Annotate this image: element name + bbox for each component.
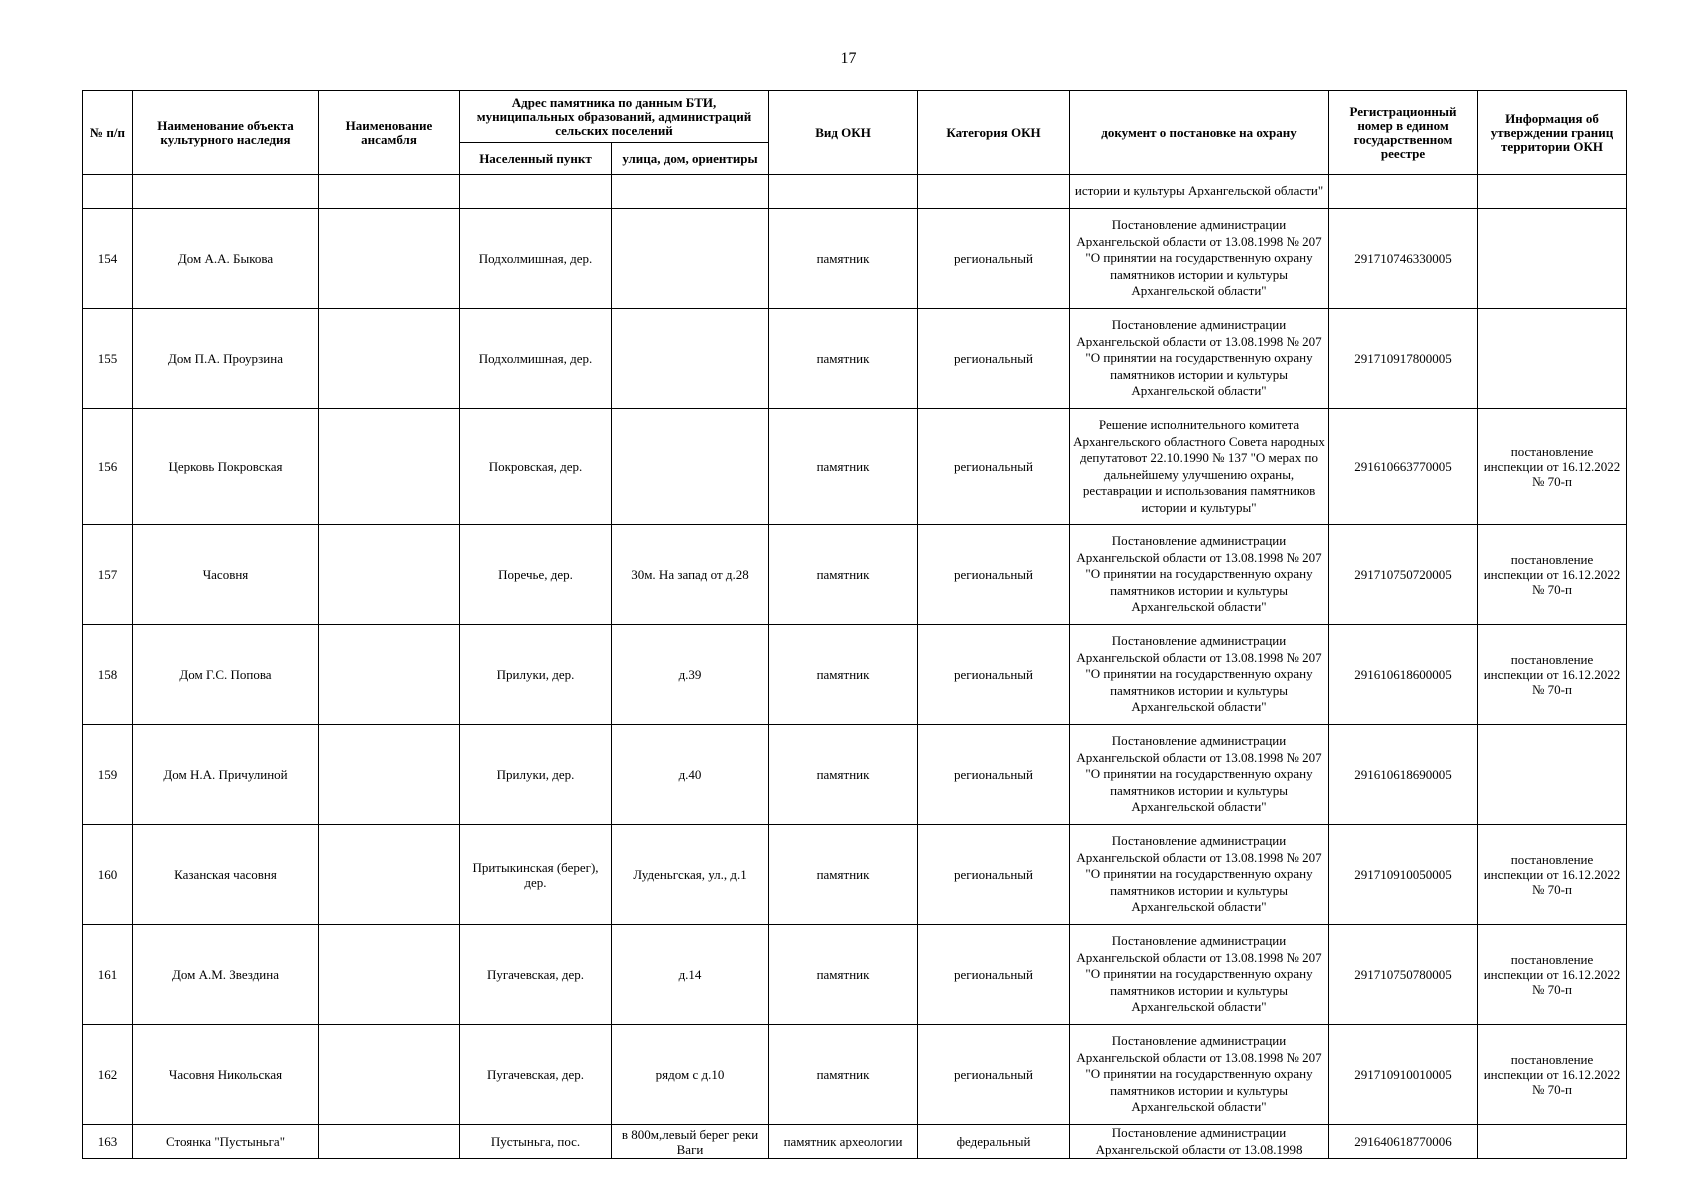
cell-street: д.40	[612, 725, 769, 825]
table-row	[83, 825, 1627, 925]
cell-category: региональный	[918, 925, 1070, 1025]
cell-num: 159	[83, 725, 133, 825]
cell-num: 157	[83, 525, 133, 625]
cell-type: памятник	[769, 209, 918, 309]
cell-num: 154	[83, 209, 133, 309]
cell-document: Постановление администрации Архангельской области от 13.08.1998 № 207 "О принятии на государственную охрану памятников истории и культуры Архангельской области"	[1070, 825, 1329, 925]
cell-type: памятник	[769, 409, 918, 525]
cell-street	[612, 309, 769, 409]
cell-category: региональный	[918, 825, 1070, 925]
table-row	[83, 1125, 1627, 1159]
continuation-row	[83, 175, 1627, 209]
table-body	[83, 175, 1627, 1159]
cell-boundaries: постановление инспекции от 16.12.2022 № 70-п	[1478, 825, 1627, 925]
cell-ensemble	[319, 1025, 460, 1125]
cell-ensemble	[319, 309, 460, 409]
cell-num: 160	[83, 825, 133, 925]
cell-category: региональный	[918, 409, 1070, 525]
cell-boundaries: постановление инспекции от 16.12.2022 № 70-п	[1478, 525, 1627, 625]
cell-ensemble	[319, 209, 460, 309]
cell-boundaries: постановление инспекции от 16.12.2022 № 70-п	[1478, 925, 1627, 1025]
cell-name: Дом Н.А. Причулиной	[133, 725, 319, 825]
cell-type	[769, 175, 918, 209]
table-row	[83, 1025, 1627, 1125]
cell-reg-number: 291710750780005	[1329, 925, 1478, 1025]
header-document: документ о постановке на охрану	[1070, 91, 1329, 175]
cell-reg-number: 291710910050005	[1329, 825, 1478, 925]
cell-settlement: Прилуки, дер.	[460, 725, 612, 825]
header-category: Категория ОКН	[918, 91, 1070, 175]
cell-boundaries	[1478, 725, 1627, 825]
cell-ensemble	[319, 409, 460, 525]
cell-name: Дом А.М. Звездина	[133, 925, 319, 1025]
table-row	[83, 625, 1627, 725]
header-ensemble: Наименование ансамбля	[319, 91, 460, 175]
cell-type: памятник	[769, 525, 918, 625]
cell-name: Церковь Покровская	[133, 409, 319, 525]
cell-name: Дом П.А. Проурзина	[133, 309, 319, 409]
cell-boundaries: постановление инспекции от 16.12.2022 № 70-п	[1478, 409, 1627, 525]
cell-settlement: Покровская, дер.	[460, 409, 612, 525]
cell-settlement: Пустыньга, пос.	[460, 1125, 612, 1159]
cell-street: Луденьгская, ул., д.1	[612, 825, 769, 925]
okn-register-table	[82, 90, 1627, 1159]
page-number: 17	[840, 50, 857, 67]
table-row	[83, 209, 1627, 309]
cell-settlement: Прилуки, дер.	[460, 625, 612, 725]
cell-name: Часовня Никольская	[133, 1025, 319, 1125]
cell-ensemble	[319, 825, 460, 925]
header-street: улица, дом, ориентиры	[612, 143, 769, 175]
table-row	[83, 925, 1627, 1025]
cell-type: памятник	[769, 925, 918, 1025]
cell-boundaries	[1478, 309, 1627, 409]
cell-settlement: Пугачевская, дер.	[460, 1025, 612, 1125]
cell-document: Постановление администрации Архангельской области от 13.08.1998 № 207 "О принятии на государственную охрану памятников истории и культуры Архангельской области"	[1070, 625, 1329, 725]
cell-ensemble	[319, 625, 460, 725]
cell-type: памятник	[769, 725, 918, 825]
cell-num	[83, 175, 133, 209]
cell-ensemble	[319, 525, 460, 625]
header-name: Наименование объекта культурного наследия	[133, 91, 319, 175]
cell-reg-number: 291610663770005	[1329, 409, 1478, 525]
cell-settlement: Притыкинская (берег), дер.	[460, 825, 612, 925]
cell-settlement: Пугачевская, дер.	[460, 925, 612, 1025]
cell-name: Стоянка "Пустыньга"	[133, 1125, 319, 1159]
header-type: Вид ОКН	[769, 91, 918, 175]
cell-boundaries	[1478, 1125, 1627, 1159]
cell-ensemble	[319, 1125, 460, 1159]
table-row	[83, 525, 1627, 625]
header-boundaries: Информация об утверждении границ территории ОКН	[1478, 91, 1627, 175]
cell-document: Постановление администрации Архангельской области от 13.08.1998 № 207 "О принятии на государственную охрану памятников истории и культуры Архангельской области"	[1070, 725, 1329, 825]
header-address-group: Адрес памятника по данным БТИ, муниципальных образований, администраций сельских поселений	[460, 91, 769, 143]
cell-category: региональный	[918, 525, 1070, 625]
cell-street: д.14	[612, 925, 769, 1025]
cell-reg-number: 291710910010005	[1329, 1025, 1478, 1125]
cell-document: истории и культуры Архангельской области"	[1070, 175, 1329, 209]
cell-category: региональный	[918, 309, 1070, 409]
cell-type: памятник	[769, 825, 918, 925]
cell-name: Дом А.А. Быкова	[133, 209, 319, 309]
cell-reg-number: 291710917800005	[1329, 309, 1478, 409]
table-row	[83, 409, 1627, 525]
cell-street: в 800м,левый берег реки Ваги	[612, 1125, 769, 1159]
cell-ensemble	[319, 925, 460, 1025]
cell-document: Постановление администрации Архангельской области от 13.08.1998	[1070, 1125, 1329, 1159]
cell-document: Постановление администрации Архангельской области от 13.08.1998 № 207 "О принятии на государственную охрану памятников истории и культуры Архангельской области"	[1070, 209, 1329, 309]
cell-reg-number: 291710746330005	[1329, 209, 1478, 309]
cell-street: 30м. На запад от д.28	[612, 525, 769, 625]
cell-document: Постановление администрации Архангельской области от 13.08.1998 № 207 "О принятии на государственную охрану памятников истории и культуры Архангельской области"	[1070, 525, 1329, 625]
cell-category: региональный	[918, 625, 1070, 725]
cell-reg-number: 291610618600005	[1329, 625, 1478, 725]
cell-street: рядом с д.10	[612, 1025, 769, 1125]
cell-type: памятник	[769, 625, 918, 725]
cell-num: 162	[83, 1025, 133, 1125]
cell-type: памятник	[769, 1025, 918, 1125]
cell-type: памятник	[769, 309, 918, 409]
cell-num: 158	[83, 625, 133, 725]
cell-document: Постановление администрации Архангельской области от 13.08.1998 № 207 "О принятии на государственную охрану памятников истории и культуры Архангельской области"	[1070, 925, 1329, 1025]
cell-settlement: Подхолмишная, дер.	[460, 309, 612, 409]
cell-boundaries: постановление инспекции от 16.12.2022 № 70-п	[1478, 1025, 1627, 1125]
cell-street	[612, 209, 769, 309]
cell-num: 161	[83, 925, 133, 1025]
cell-num: 156	[83, 409, 133, 525]
header-settlement: Населенный пункт	[460, 143, 612, 175]
cell-name: Казанская часовня	[133, 825, 319, 925]
header-num: № п/п	[83, 91, 133, 175]
cell-settlement	[460, 175, 612, 209]
cell-boundaries	[1478, 175, 1627, 209]
cell-name: Часовня	[133, 525, 319, 625]
cell-ensemble	[319, 725, 460, 825]
cell-category	[918, 175, 1070, 209]
cell-boundaries	[1478, 209, 1627, 309]
cell-name	[133, 175, 319, 209]
cell-street	[612, 409, 769, 525]
cell-reg-number: 291710750720005	[1329, 525, 1478, 625]
cell-settlement: Поречье, дер.	[460, 525, 612, 625]
cell-ensemble	[319, 175, 460, 209]
cell-reg-number: 291610618690005	[1329, 725, 1478, 825]
cell-reg-number: 291640618770006	[1329, 1125, 1478, 1159]
cell-document: Постановление администрации Архангельской области от 13.08.1998 № 207 "О принятии на государственную охрану памятников истории и культуры Архангельской области"	[1070, 1025, 1329, 1125]
cell-category: региональный	[918, 725, 1070, 825]
cell-document: Постановление администрации Архангельской области от 13.08.1998 № 207 "О принятии на государственную охрану памятников истории и культуры Архангельской области"	[1070, 309, 1329, 409]
cell-num: 163	[83, 1125, 133, 1159]
cell-document: Решение исполнительного комитета Архангельского областного Совета народных депутатовот 22.10.1990 № 137 "О мерах по дальнейшему улучшению охраны, реставрации и использования памятников истории и культуры"	[1070, 409, 1329, 525]
cell-street: д.39	[612, 625, 769, 725]
cell-reg-number	[1329, 175, 1478, 209]
header-reg-number: Регистрационный номер в едином государственном реестре	[1329, 91, 1478, 175]
cell-num: 155	[83, 309, 133, 409]
cell-category: региональный	[918, 1025, 1070, 1125]
cell-type: памятник археологии	[769, 1125, 918, 1159]
cell-category: региональный	[918, 209, 1070, 309]
table-row	[83, 725, 1627, 825]
cell-boundaries: постановление инспекции от 16.12.2022 № 70-п	[1478, 625, 1627, 725]
cell-name: Дом Г.С. Попова	[133, 625, 319, 725]
table-row	[83, 309, 1627, 409]
cell-category: федеральный	[918, 1125, 1070, 1159]
cell-street	[612, 175, 769, 209]
cell-settlement: Подхолмишная, дер.	[460, 209, 612, 309]
